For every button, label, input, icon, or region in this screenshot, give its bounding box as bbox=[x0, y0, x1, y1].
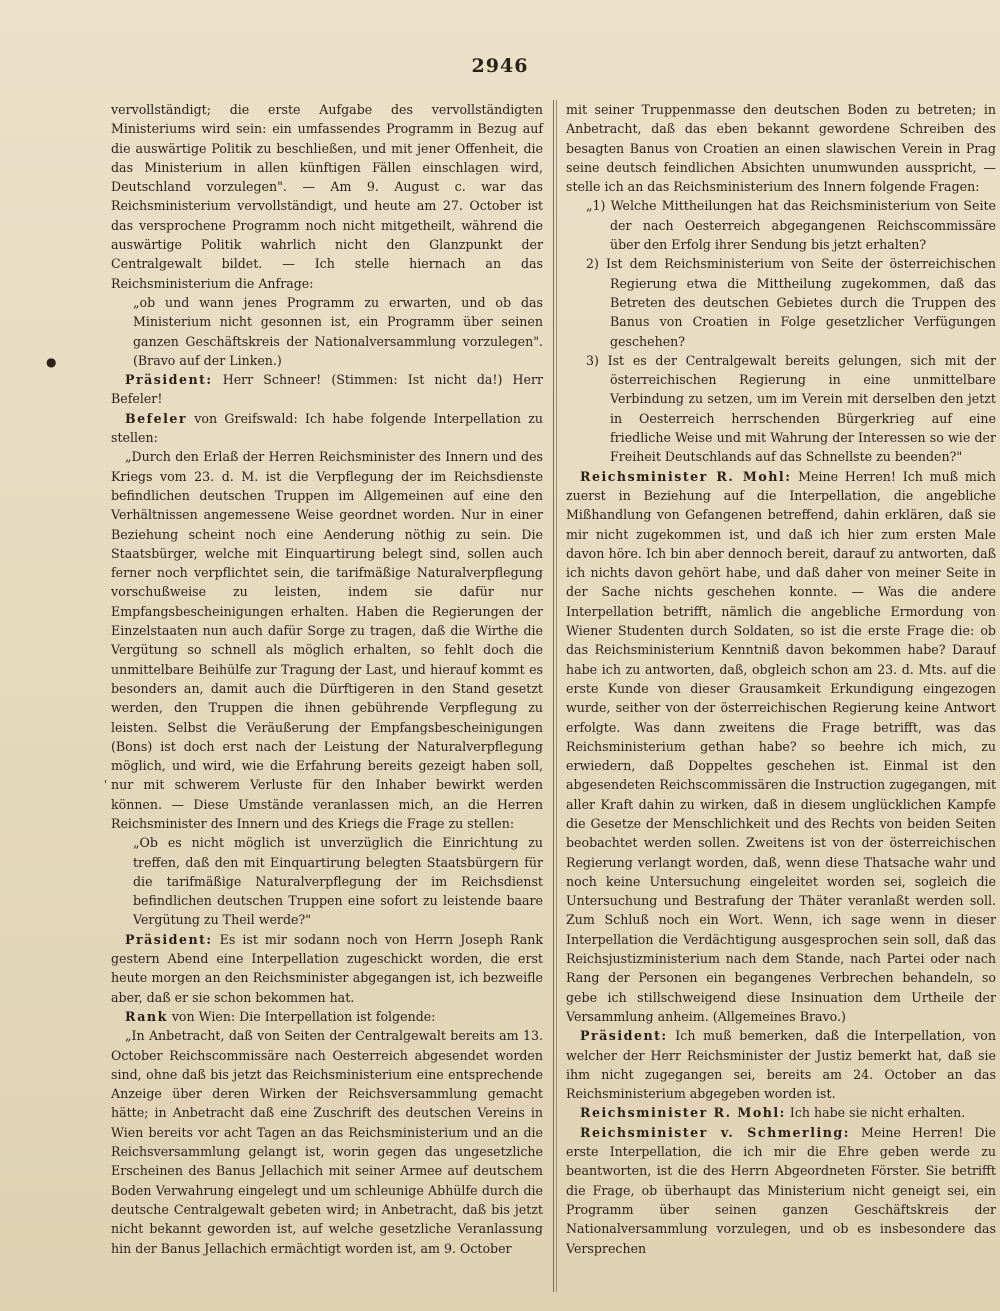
column-divider bbox=[553, 100, 554, 1292]
margin-bullet: ● bbox=[46, 355, 57, 369]
speech-text: Herr Schneer! (Stimmen: Ist nicht da!) Herr Befeler! bbox=[111, 372, 543, 407]
speaker-name: Reichsminister R. Mohl: bbox=[580, 468, 792, 484]
interpellation-quote: „ob und wann jenes Programm zu erwarten, und ob das Ministerium nicht gesonnen ist, ein Programm über seinen ganzen Geschäftskreis der Nationalversammlung vorzulegen". (Bravo auf der Linken.) bbox=[133, 294, 543, 368]
speech-text: Es ist mir sodann noch von Herrn Joseph Rank gestern Abend eine Interpellation zugeschickt worden, die erst heute morgen an den Reichsminister abgegangen ist, ich bezweifle aber, daß er sie schon bekommen hat. bbox=[111, 931, 543, 1005]
speech-paragraph bbox=[111, 930, 543, 1007]
speech-paragraph bbox=[566, 1103, 996, 1122]
question-item: 2) Ist dem Reichsministerium von Seite der österreichischen Regierung etwa die Mittheilung zugekommen, daß das Betreten des deutschen Gebietes durch die Truppen des Banus von Croatien in Folge gesetzlicher Verfügungen geschehen? bbox=[586, 256, 996, 349]
speaker-name: Reichsminister R. Mohl: bbox=[580, 1105, 786, 1121]
speech-paragraph bbox=[566, 1026, 996, 1103]
left-column bbox=[111, 100, 543, 1258]
speech-text: von Greifswald: Ich habe folgende Interpellation zu stellen: bbox=[111, 410, 543, 446]
speaker-name: Reichsminister v. Schmerling: bbox=[580, 1124, 850, 1140]
paragraph: mit seiner Truppenmasse den deutschen Boden zu betreten; in Anbetracht, daß das eben bekannt gewordene Schreiben des besagten Banus von Croatien an einen slawischen Verein in Prag seine deutsch feindlichen Absichten unumwunden ausspricht, — stelle ich an das Reichsministerium des Innern folgende Fragen: bbox=[566, 102, 996, 195]
speech-paragraph bbox=[111, 409, 543, 448]
speaker-name: Befeler bbox=[125, 410, 188, 426]
speech-paragraph bbox=[566, 1123, 996, 1258]
interpellation-quote: „In Anbetracht, daß von Seiten der Centralgewalt bereits am 13. October Reichscommissäre nach Oesterreich abgesendet worden sind, ohne daß bis jetzt das Reichsministerium eine entsprechende Anzeige über deren Wirken der Reichsversammlung gemacht hätte; in Anbetracht daß eine Zuschrift des deutschen Vereins in Wien bereits vor acht Tagen an das Reichsministerium und an die Reichsversammlung gelangt ist, worin gegen das ungesetzliche Erscheinen des Banus Jellachich mit seiner Armee auf deutschem Boden Verwahrung eingelegt und um schleunige Abhülfe durch die deutsche Centralgewalt gebeten wird; in Anbetracht, daß bis jetzt nicht bekannt geworden ist, auf welche gesetzliche Veranlassung hin der Banus Jellachich ermächtigt worden ist, am 9. October bbox=[111, 1028, 543, 1256]
speech-text: Ich habe sie nicht erhalten. bbox=[785, 1105, 966, 1121]
speaker-name: Rank bbox=[125, 1008, 168, 1024]
speech-text: Ich muß bemerken, daß die Interpellation, von welcher der Herr Reichsminister der Justiz bemerkt hat, daß sie ihm nicht zugegangen sei, bereits am 24. October an das Reichsministerium abgegeben worden ist. bbox=[566, 1028, 996, 1102]
page-number: 2946 bbox=[471, 55, 529, 77]
paragraph: vervollständigt; die erste Aufgabe des vervollständigten Ministeriums wird sein: ein umfassendes Programm in Bezug auf die auswärtige Politik zu beschließen, und mit jener Offenheit, die das Ministerium in allen künftigen Fällen einschlagen wird, Deutschland vorzulegen". — Am 9. August c. war das Reichsministerium vervollständigt, und heute am 27. October ist das versprochene Programm noch nicht mitgetheilt, während die auswärtige Politik wahrlich nicht den Glanzpunkt der Centralgewalt bildet. — Ich stelle hiernach an das Reichsministerium die Anfrage: bbox=[111, 102, 543, 291]
speech-paragraph bbox=[111, 1007, 543, 1026]
speech-text: Meine Herren! Die erste Interpellation, die ich mir die Ehre geben werde zu beantworten, ist die des Herrn Abgeordneten Förster. Sie betrifft die Frage, ob überhaupt das Ministerium nicht geneigt sei, ein Programm über seinen ganzen Geschäftskreis der Nationalversammlung vorzulegen, und ob es insbesondere das Versprechen bbox=[566, 1124, 996, 1256]
speaker-name: Präsident: bbox=[125, 372, 213, 388]
interpellation-question: „Ob es nicht möglich ist unverzüglich die Einrichtung zu treffen, daß den mit Einquartirung belegten Staatsbürgern für die tarifmäßige Naturalverpflegung der im Reichsdienst befindlichen deutschen Truppen eine sofort zu leistende baare Vergütung zu Theil werde?" bbox=[133, 835, 543, 928]
interpellation-quote: „Durch den Erlaß der Herren Reichsminister des Innern und des Kriegs vom 23. d. M. ist die Verpflegung der im Reichsdienste befindlichen deutschen Truppen im Allgemeinen auf eine den Verhältnissen angemessene Weise geordnet worden. Nur in einer Beziehung scheint noch eine Aenderung nöthig zu sein. Die Staatsbürger, welche mit Einquartirung belegt sind, sollen auch ferner noch verpflichtet sein, die tarifmäßige Naturalverpflegung vorschußweise zu leisten, indem sie dafür nur Empfangsbescheinigungen erhalten. Haben die Regierungen der Einzelstaaten nun auch dafür Sorge zu tragen, daß die Wirthe die Vergütung so schnell als möglich erhalten, so fehlt doch die unmittelbare Beihülfe zur Tragung der Last, und hierauf kommt es besonders an, damit auch die Dürftigeren in den Stand gesetzt werden, den Truppen die ihnen gebührende Verpflegung zu leisten. Selbst die Veräußerung der Empfangsbescheinigungen (Bons) ist doch erst nach der Leistung der Naturalverpflegung möglich, und wird, wie die Erfahrung bereits gezeigt haben soll, nur mit schwerem Verluste für den Inhaber bewirkt werden können. — Diese Umstände veranlassen mich, an die Herren Reichsminister des Innern und des Kriegs die Frage zu stellen: bbox=[111, 449, 543, 831]
column-divider bbox=[556, 100, 557, 1292]
margin-tick: ' bbox=[104, 778, 108, 791]
question-item: „1) Welche Mittheilungen hat das Reichsministerium von Seite der nach Oesterreich abgegangenen Reichscommissäre über den Erfolg ihrer Sendung bis jetzt erhalten? bbox=[586, 198, 996, 253]
right-column bbox=[566, 100, 996, 1258]
speech-text: von Wien: Die Interpellation ist folgende: bbox=[167, 1008, 436, 1024]
speaker-name: Präsident: bbox=[125, 931, 213, 947]
speech-paragraph bbox=[566, 467, 996, 1027]
speech-text: Meine Herren! Ich muß mich zuerst in Beziehung auf die Interpellation, die angebliche Mißhandlung von Gefangenen betreffend, dahin erklären, daß sie mir nicht zugekommen ist, und daß ich hier zum ersten Male davon höre. Ich bin aber dennoch bereit, darauf zu antworten, daß ich nichts davon gehört habe, und daß daher von meiner Seite in der Sache nichts geschehen konnte. — Was die andere Interpellation betrifft, nämlich die angebliche Ermordung von Wiener Studenten durch Soldaten, so ist die erste Frage die: ob das Reichsministerium Kenntniß davon bekommen habe? Darauf habe ich zu antworten, daß, obgleich schon am 23. d. Mts. auf die erste Kunde von dieser Grausamkeit Erkundigung eingezogen wurde, seither von der österreichischen Regierung keine Antwort erfolgte. Was dann zweitens die Frage betrifft, was das Reichsministerium gethan habe? so beehre ich mich, zu erwiedern, daß Doppeltes geschehen ist. Einmal ist den abgesendeten Reichscommissären die Instruction zugegangen, mit aller Kraft dahin zu wirken, daß in diesem unglücklichen Kampfe die Gesetze der Menschlichkeit und des Rechts von beiden Seiten beobachtet werden sollen. Zweitens ist von der österreichischen Regierung verlangt worden, daß, wenn diese Thatsache wahr und noch keine Untersuchung eingeleitet worden sei, sogleich die Untersuchung und Bestrafung der Thäter veranlaßt werden soll. Zum Schluß noch ein Wort. Wenn, ich sage wenn in dieser Interpellation die Verdächtigung ausgesprochen sein soll, daß das Reichsjustizministerium nach dem Stande, nach Partei oder nach Rang der Personen ein begangenes Verbrechen behandeln, so gebe ich stillschweigend diese Insinuation dem Urtheile der Versammlung anheim. (Allgemeines Bravo.) bbox=[566, 468, 996, 1024]
question-item: 3) Ist es der Centralgewalt bereits gelungen, sich mit der österreichischen Regierung in eine unmittelbare Verbindung zu setzen, um im Verein mit derselben den jetzt in Oesterreich herrschenden Bürgerkrieg auf eine friedliche Weise und mit Wahrung der Interessen so wie der Freiheit Deutschlands auf das Schnellste zu beenden?" bbox=[586, 352, 996, 465]
speaker-name: Präsident: bbox=[580, 1028, 668, 1044]
speech-paragraph bbox=[111, 370, 543, 409]
